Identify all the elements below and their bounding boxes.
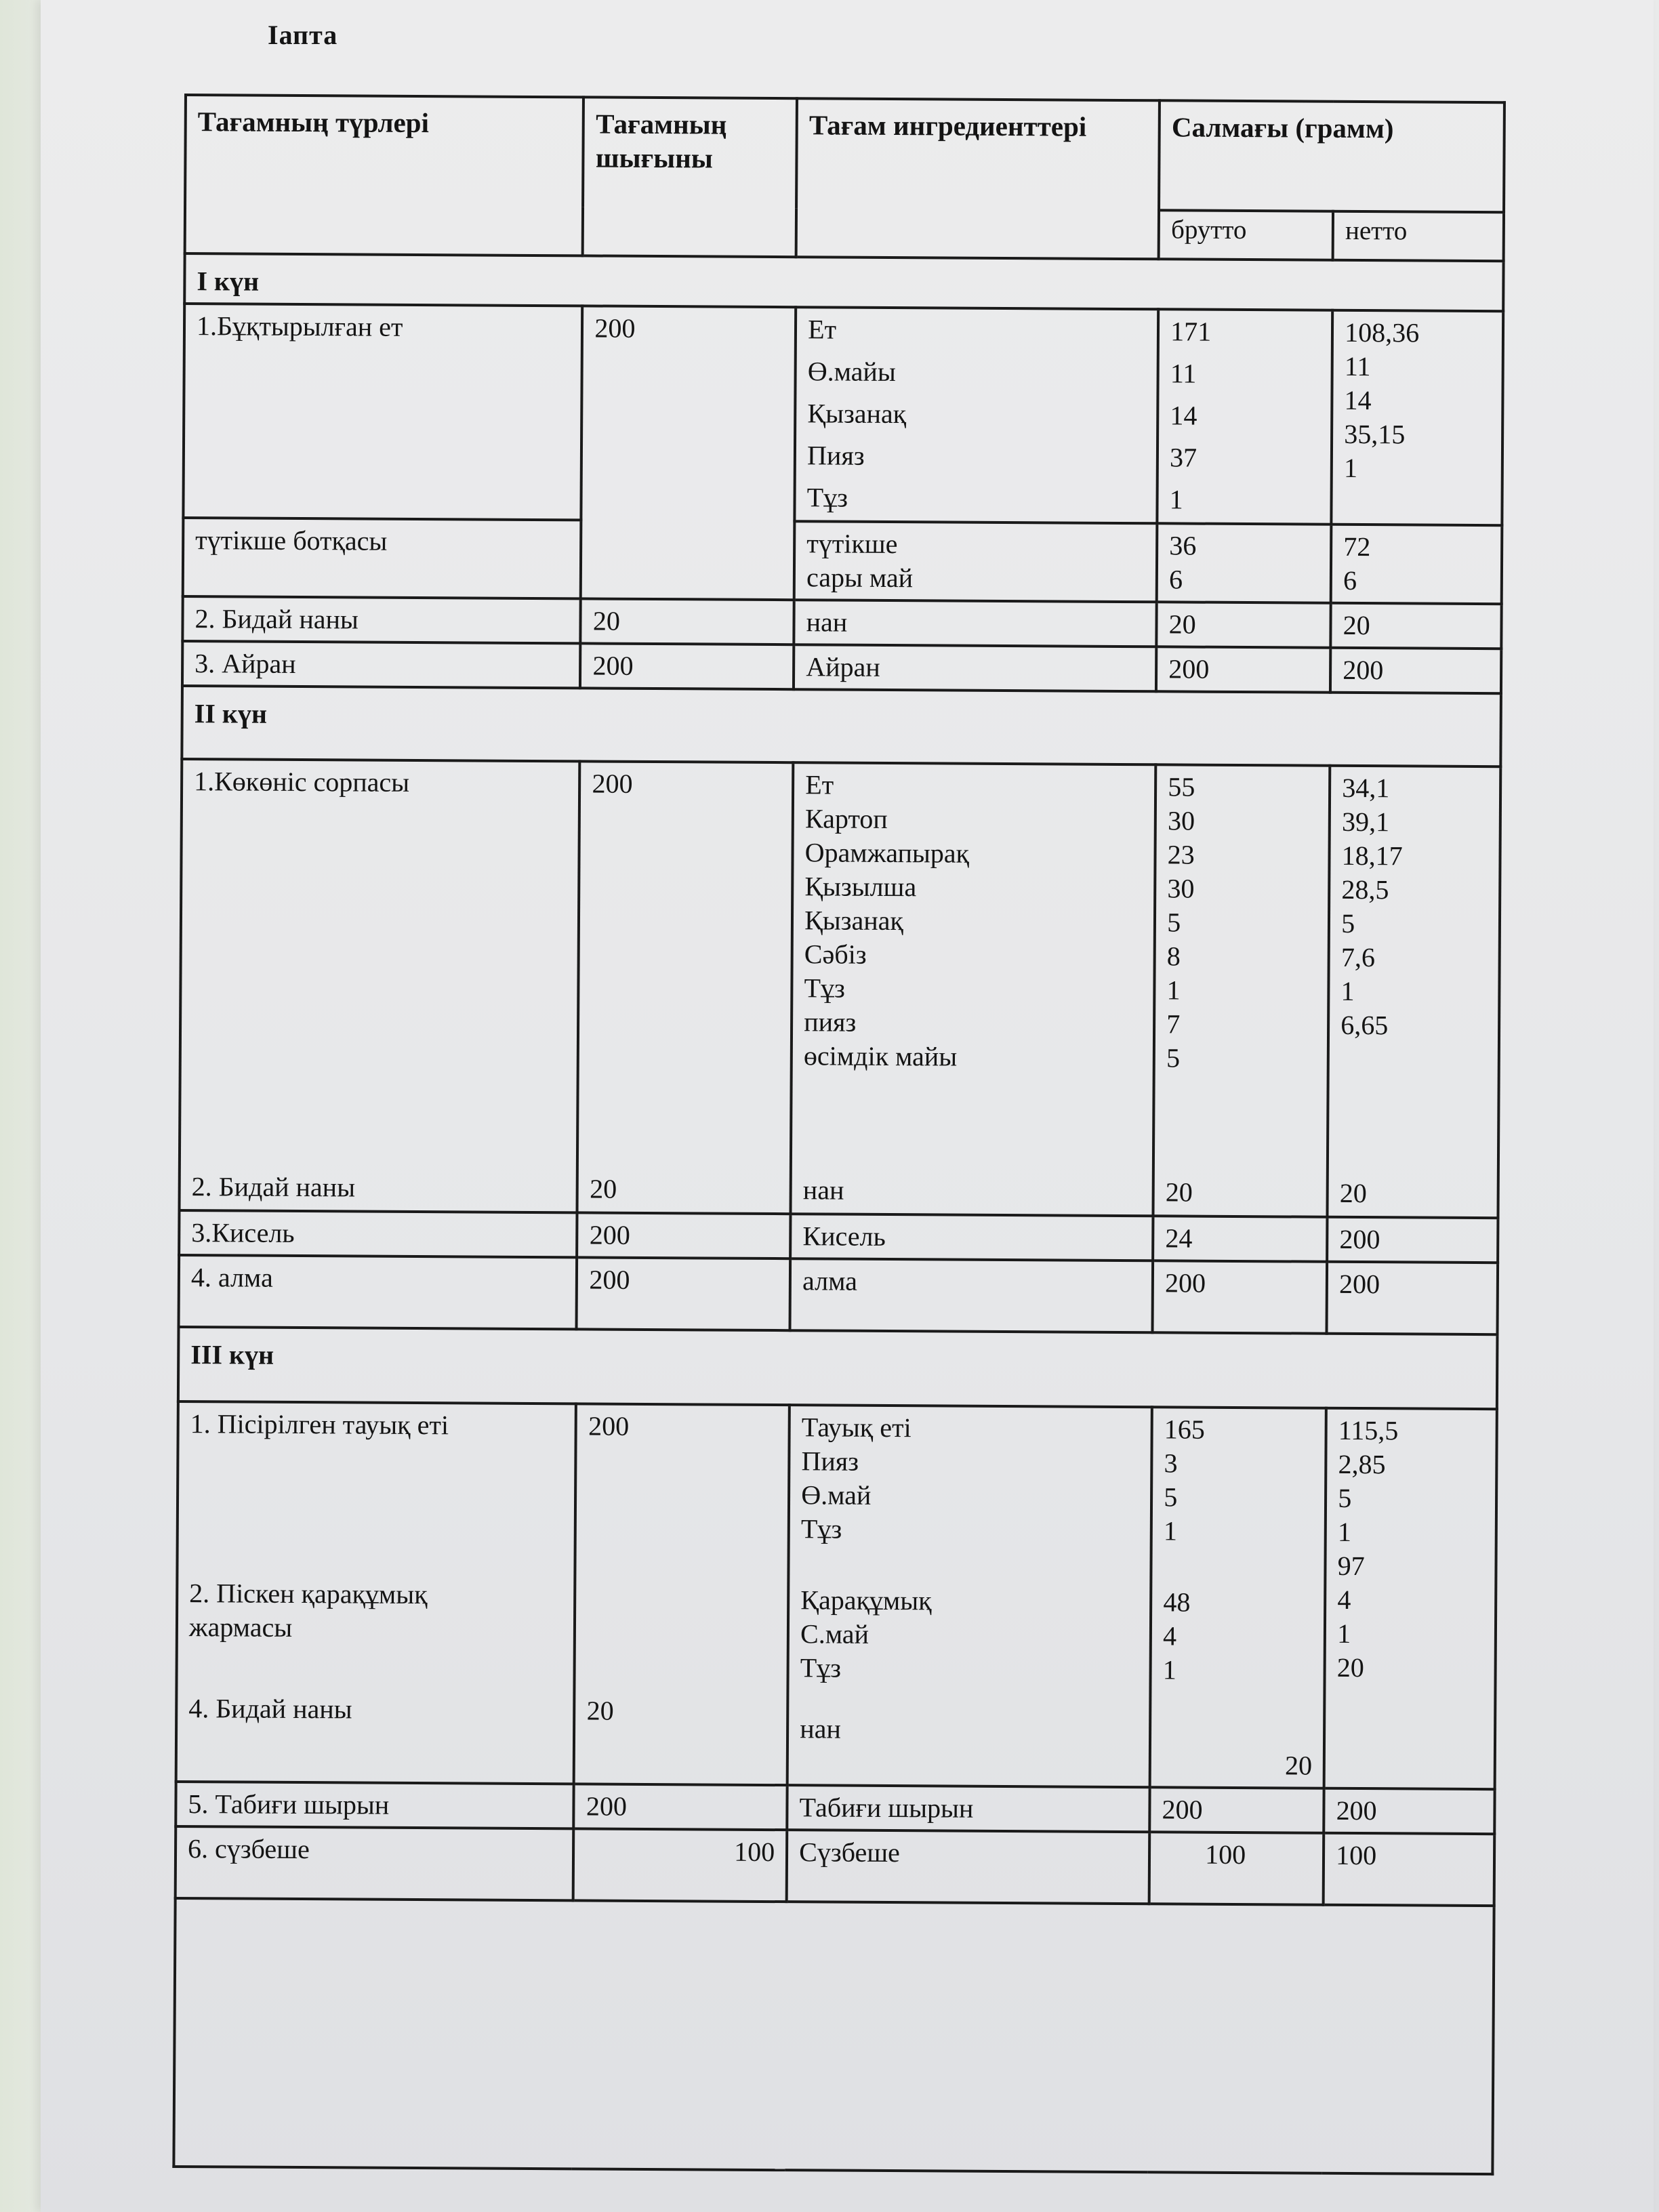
ingredient: Пияз [806,440,865,471]
ingredient: Ет [805,769,834,800]
menu-table [172,94,1506,2175]
ingredient: нан [794,600,1157,647]
dish-name: 2. Бидай наны [191,1171,356,1203]
ingredient: Сәбіз [804,939,867,970]
netto-value: 18,17 [1341,840,1403,872]
dish-name: 1.Бұқтырылған ет [183,304,582,520]
brutto-list [1157,523,1332,602]
empty-row [173,1898,1494,2174]
netto-value: 4 [1337,1584,1351,1615]
netto-value: 6 [1343,565,1357,596]
netto-value: 35,15 [1344,418,1406,450]
header-portion: Тағамның шығыны [583,97,797,257]
table-row [183,518,1502,604]
day-title: III күн [178,1327,1498,1409]
brutto-list [1158,309,1333,524]
dish-name: 1. Пісірілген тауық еті [190,1408,449,1441]
brutto-value: 30 [1167,873,1195,904]
brutto-value: 1 [1162,1654,1176,1685]
netto-value: 7,6 [1340,941,1376,973]
ingredient: Қызанақ [804,905,903,937]
brutto-value: 8 [1166,941,1181,972]
ingredient: сары май [806,562,914,594]
brutto-value: 5 [1166,1042,1181,1073]
ingredient: С.май [800,1618,869,1650]
ingredient: өсімдік майы [803,1040,958,1072]
netto-value: 6,65 [1340,1009,1389,1041]
dish-name: 5. Табиғи шырын [176,1782,574,1828]
dish-name-cell [176,1401,577,1784]
table-row [179,1255,1498,1334]
dish-portion: 100 [573,1828,787,1902]
brutto-value: 5 [1164,1481,1178,1513]
brutto-value: 100 [1149,1832,1324,1904]
dish-name: 3.Кисель [179,1210,577,1257]
ingredient: Табиғи шырын [787,1785,1149,1832]
netto-list [1328,766,1501,1218]
brutto-value: 1 [1169,484,1183,515]
ingredient-list [795,307,1159,523]
netto-value: 1 [1337,1516,1352,1547]
brutto-list [1150,1407,1326,1788]
ingredient-list [791,762,1156,1216]
brutto-value: 14 [1170,400,1197,431]
header-ingredients: Тағам ингредиенттері [796,98,1160,259]
header-netto: нетто [1333,211,1504,261]
day-title: I күн [184,253,1503,311]
brutto-value: 37 [1169,442,1197,473]
netto-value: 100 [1324,1833,1494,1906]
table-row [179,1210,1498,1263]
dish-portion-cell [574,1404,790,1785]
brutto-list [1153,764,1330,1216]
dish-portion: 200 [592,768,633,799]
brutto-value: 11 [1170,358,1197,389]
brutto-value: 55 [1168,771,1195,802]
ingredient: Ө.майы [807,356,896,388]
ingredient: Сүзбеше [787,1830,1150,1904]
dish-name-cell [180,759,580,1212]
netto-value: 28,5 [1341,874,1389,905]
ingredient: алма [790,1258,1153,1332]
brutto-value: 1 [1163,1515,1178,1547]
ingredient: түтікше [806,528,898,560]
netto-value: 14 [1344,384,1372,416]
ingredient: Ө.май [801,1479,872,1511]
ingredient: пияз [804,1006,857,1038]
dish-portion: 20 [590,1173,617,1204]
netto-value: 34,1 [1342,772,1390,804]
table-row [182,641,1501,693]
dish-name: жармасы [188,1612,293,1643]
ingredient: Тұз [804,972,845,1004]
ingredient: Айран [794,644,1156,691]
ingredient-list [794,521,1158,602]
netto-value: 39,1 [1341,806,1390,838]
brutto-value: 6 [1168,564,1183,595]
netto-list [1332,310,1504,525]
ingredient: Картоп [804,803,888,834]
table-row [180,759,1501,1218]
dish-portion: 200 [577,1212,791,1258]
dish-name: түтікше ботқасы [183,518,581,598]
day-row [184,253,1503,311]
background-edge [0,0,41,2212]
dish-name: 4. Бидай наны [188,1693,352,1725]
brutto-value: 5 [1167,907,1181,938]
brutto-value: 7 [1166,1008,1181,1040]
brutto-value: 165 [1164,1414,1205,1445]
dish-portion: 20 [586,1695,614,1726]
brutto-value: 48 [1163,1586,1191,1618]
brutto-value: 20 [1165,1176,1193,1208]
netto-value: 1 [1340,975,1355,1006]
ingredient: Тауық еті [801,1412,912,1443]
dish-name: 2. Бидай наны [182,596,581,643]
netto-value: 20 [1339,1177,1368,1209]
dish-name: 3. Айран [182,641,581,688]
netto-value: 72 [1343,531,1371,562]
netto-value: 200 [1327,1217,1498,1263]
netto-value: 1 [1337,1618,1351,1649]
ingredient: Кисель [790,1214,1153,1261]
brutto-value: 23 [1167,839,1195,870]
brutto-value: 30 [1167,805,1195,836]
brutto-value: 1 [1166,975,1181,1006]
dish-portion: 200 [588,1410,630,1441]
ingredient: Қызанақ [807,398,907,430]
netto-value: 20 [1331,603,1502,649]
table-row [176,1826,1495,1906]
table-header-row [185,95,1504,212]
ingredient: Пияз [801,1446,859,1477]
brutto-value: 200 [1149,1787,1324,1832]
netto-list [1331,525,1502,604]
brutto-value: 4 [1162,1620,1177,1652]
netto-value: 1 [1343,452,1358,483]
netto-value: 5 [1338,1482,1352,1513]
page-header: Iапта [268,20,338,50]
ingredient: Қызылша [804,871,917,903]
day-row [182,686,1501,766]
dish-portion: 200 [580,643,794,689]
netto-value: 2,85 [1338,1448,1386,1480]
netto-value: 200 [1330,648,1501,693]
dish-name: 6. сүзбеше [176,1826,574,1900]
day-row [178,1327,1498,1409]
brutto-value: 200 [1156,647,1330,692]
ingredient: Тұз [806,482,848,513]
netto-list [1324,1408,1497,1789]
dish-portion: 200 [574,1784,787,1830]
netto-value: 115,5 [1338,1414,1399,1446]
brutto-value: 200 [1153,1261,1328,1333]
netto-value: 97 [1337,1550,1365,1582]
ingredient: Тұз [800,1652,842,1683]
ingredient: Қарақұмық [800,1584,932,1616]
dish-portion: 200 [577,1257,790,1330]
dish-name: 2. Піскен қарақұмық [189,1578,428,1610]
header-weight: Салмағы (грамм) [1159,100,1504,212]
table-row [183,304,1503,525]
table-row [176,1401,1497,1789]
netto-value: 200 [1324,1788,1494,1834]
dish-portion: 200 [581,306,796,600]
brutto-value: 20 [1284,1750,1313,1781]
netto-value: 20 [1336,1652,1364,1683]
brutto-value: 24 [1153,1216,1327,1261]
brutto-value: 3 [1164,1448,1178,1479]
netto-value: 5 [1341,907,1355,939]
empty-area [173,1898,1494,2174]
dish-portion-cell [577,761,794,1214]
dish-portion: 20 [581,598,794,644]
table-row [176,1782,1494,1834]
brutto-value: 36 [1169,530,1197,561]
dish-name: 1.Көкөніс сорпасы [194,766,410,798]
dish-name: 4. алма [179,1255,577,1329]
ingredient: Орамжапырақ [804,837,970,869]
ingredient: Ет [808,314,837,345]
header-dish-type: Тағамның түрлері [185,95,584,255]
header-brutto: брутто [1159,210,1333,260]
ingredient: нан [800,1713,841,1744]
netto-value: 108,36 [1345,316,1420,348]
netto-value: 200 [1327,1262,1498,1334]
ingredient-list [787,1405,1152,1787]
brutto-value: 20 [1157,602,1331,647]
netto-value: 11 [1344,350,1371,382]
ingredient: нан [802,1174,844,1206]
day-title: II күн [182,686,1501,766]
table-row [182,596,1501,649]
ingredient: Тұз [800,1513,842,1544]
brutto-value: 171 [1170,316,1212,347]
